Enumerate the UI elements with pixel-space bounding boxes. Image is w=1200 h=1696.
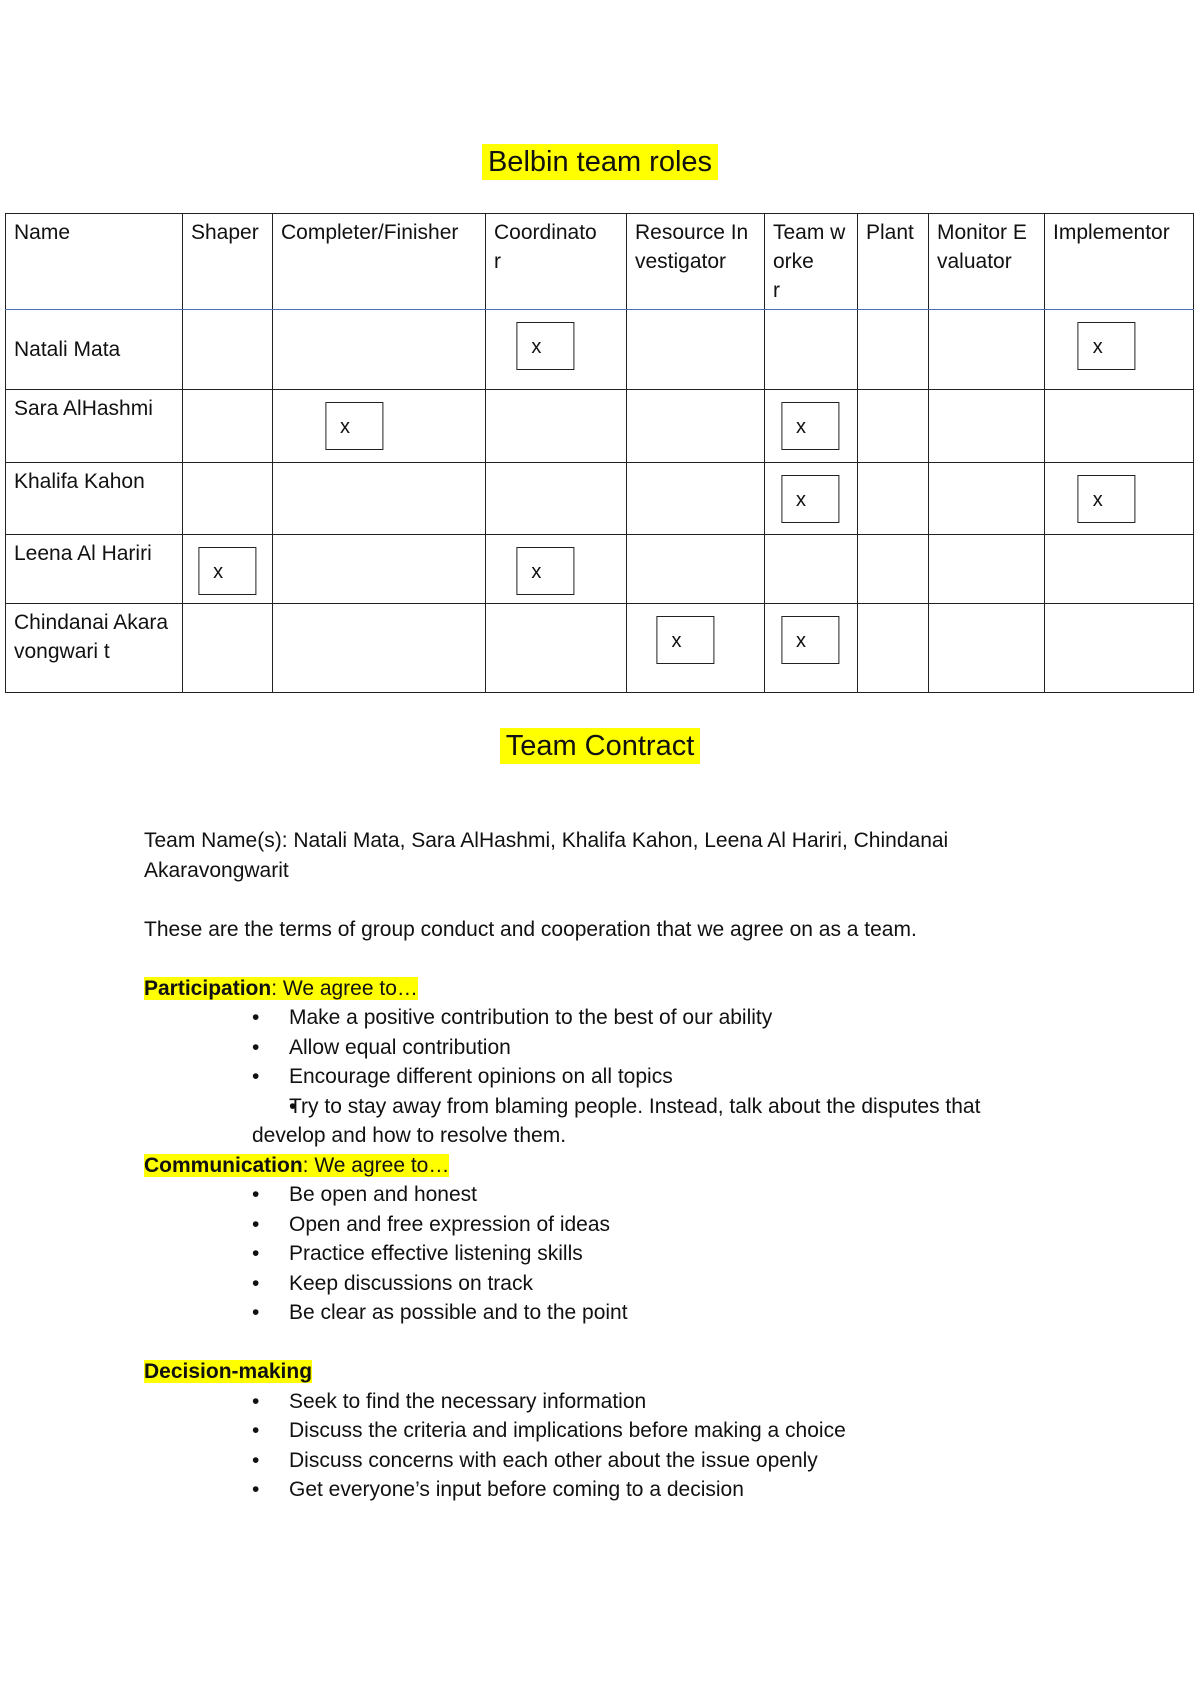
role-cell-shaper [183,310,273,390]
role-mark: x [1078,322,1136,370]
belbin-roles-table [5,213,1194,693]
role-cell-implementor [1045,463,1194,535]
list-item: • Make a positive contribution to the best of our ability [144,1003,1044,1033]
role-mark: x [781,616,839,664]
header-monitor-evaluator: Monitor Evaluator [929,214,1045,310]
role-cell-team-worker [765,310,858,390]
team-contract-title: Team Contract [0,730,1200,763]
role-cell-implementor [1045,390,1194,463]
role-cell-shaper [183,604,273,693]
role-cell-coordinator [486,535,627,604]
member-name: Natali Mata [6,310,183,390]
role-cell-resource-investigator [627,463,765,535]
header-shaper: Shaper [183,214,273,310]
member-name: Leena Al Hariri [6,535,183,604]
role-cell-coordinator [486,604,627,693]
communication-label: Communication [144,1153,303,1177]
decision-label: Decision-making [144,1360,313,1383]
role-cell-monitor-evaluator [929,604,1045,693]
table-row [6,604,1194,693]
contract-intro: These are the terms of group conduct and cooperation that we agree on as a team. [144,917,917,941]
list-item: • Discuss the criteria and implications before making a choice [144,1416,1044,1446]
participation-list [144,1003,1044,1151]
role-mark: x [781,475,839,523]
table-row [6,390,1194,463]
role-mark: x [198,547,256,595]
role-cell-completer-finisher [273,535,486,604]
role-cell-plant [858,463,929,535]
role-cell-plant [858,390,929,463]
table-row [6,310,1194,390]
member-name: Chindanai Akaravongwari t [6,604,183,693]
list-item: • Get everyone’s input before coming to a decision [144,1475,1044,1505]
list-item: • Try to stay away from blaming people. Instead, talk about the disputes that develop and how to resolve them. [144,1092,1044,1151]
header-team-worker [765,214,858,310]
role-cell-resource-investigator [627,604,765,693]
table-row [6,463,1194,535]
participation-suffix: : We agree to… [271,976,418,1000]
list-item: • Open and free expression of ideas [144,1210,1044,1240]
list-item: • Allow equal contribution [144,1033,1044,1063]
list-item: • Practice effective listening skills [144,1239,1044,1269]
role-mark: x [516,547,574,595]
belbin-title: Belbin team roles [0,146,1200,179]
header-resource-investigator: Resource Investigator [627,214,765,310]
decision-heading [144,1357,1044,1387]
team-names: Team Name(s): Natali Mata, Sara AlHashmi, Khalifa Kahon, Leena Al Hariri, Chindanai Akaravongwarit [144,829,949,882]
role-cell-completer-finisher [273,310,486,390]
list-item: • Seek to find the necessary information [144,1387,1044,1417]
role-cell-shaper [183,535,273,604]
header-plant: Plant [858,214,929,310]
member-name: Sara AlHashmi [6,390,183,463]
role-cell-coordinator [486,310,627,390]
table-header-row [6,214,1194,310]
role-mark: x [1078,475,1136,523]
role-cell-team-worker [765,604,858,693]
role-cell-monitor-evaluator [929,310,1045,390]
role-cell-monitor-evaluator [929,535,1045,604]
header-coordinator-label: Coordinato r [494,221,597,273]
role-mark: x [325,402,383,450]
role-cell-monitor-evaluator [929,390,1045,463]
role-cell-team-worker [765,535,858,604]
header-team-worker-label: Team worke r [773,221,846,302]
role-cell-resource-investigator [627,310,765,390]
role-cell-completer-finisher [273,604,486,693]
role-cell-coordinator [486,390,627,463]
communication-heading [144,1151,1044,1181]
team-contract-body [144,826,1044,1505]
role-mark: x [656,616,714,664]
participation-heading [144,974,1044,1004]
role-mark: x [781,402,839,450]
header-completer-finisher: Completer/Finisher [273,214,486,310]
list-item: • Be open and honest [144,1180,1044,1210]
role-cell-implementor [1045,604,1194,693]
role-cell-coordinator [486,463,627,535]
role-cell-plant [858,310,929,390]
member-name: Khalifa Kahon [6,463,183,535]
communication-list [144,1180,1044,1328]
role-cell-completer-finisher [273,390,486,463]
list-item: • Discuss concerns with each other about the issue openly [144,1446,1044,1476]
role-cell-plant [858,535,929,604]
role-cell-monitor-evaluator [929,463,1045,535]
role-cell-implementor [1045,310,1194,390]
role-cell-resource-investigator [627,535,765,604]
role-cell-resource-investigator [627,390,765,463]
participation-label: Participation [144,976,272,1000]
header-implementor: Implementor [1045,214,1194,310]
header-coordinator [486,214,627,310]
role-cell-plant [858,604,929,693]
communication-suffix: : We agree to… [302,1153,450,1177]
role-cell-team-worker [765,390,858,463]
header-name: Name [6,214,183,310]
role-cell-shaper [183,463,273,535]
role-cell-team-worker [765,463,858,535]
role-cell-implementor [1045,535,1194,604]
role-cell-shaper [183,390,273,463]
role-mark: x [516,322,574,370]
list-item: • Be clear as possible and to the point [144,1298,1044,1328]
list-item: • Keep discussions on track [144,1269,1044,1299]
role-cell-completer-finisher [273,463,486,535]
table-row [6,535,1194,604]
decision-list [144,1387,1044,1505]
list-item: • Encourage different opinions on all topics [144,1062,1044,1092]
